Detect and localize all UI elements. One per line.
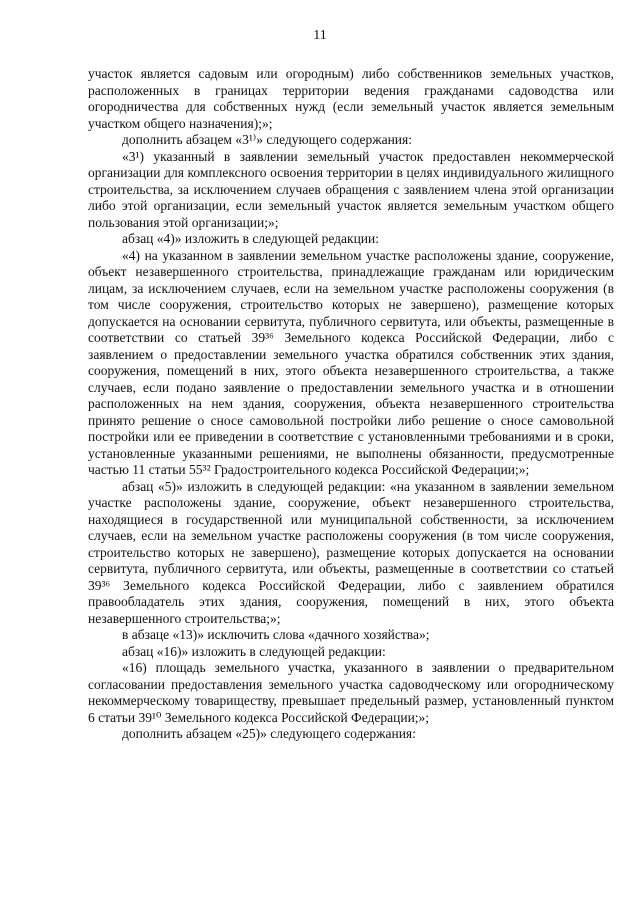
paragraph: «4) на указанном в заявлении земельном участке расположены здание, сооружение, объект незавершенного строительства, принадлежащие гражданам или юридическим лицам, за исключением случаев, если на земельном участке расположены сооружения (в том числе сооружения, строительство которых не завершено), размещение которых допускается на основании сервитута, публичного сервитута, или объекты, размещенные в соответствии со статьей 39³⁶ Земельного кодекса Российской Федерации, либо с заявлением о предоставлении земельного участка обратился собственник этих здания, сооружения, помещений в них, этого объекта незавершенного строительства, а также случаев, если подано заявление о предоставлении земельного участка и в отношении расположенных на нем здания, сооружения, объекта незавершенного строительства принято решение о сносе самовольной постройки либо решение о сносе самовольной постройки или ее приведении в соответствие с установленными требованиями и в сроки, установленные указанными решениями, не выполнены обязанности, предусмотренные частью 11 статьи 55³² Градостроительного кодекса Российской Федерации;»; xyxy=(88,247,614,477)
paragraph: в абзаце «13)» исключить слова «дачного хозяйства»; xyxy=(122,627,430,642)
paragraph: участок является садовым или огородным) либо собственников земельных участков, расположенных в границах территории ведения гражданами садоводства или огородничества для собственных нужд (если земельный участок является земельным участком общего назначения);»; xyxy=(88,66,614,131)
document-body xyxy=(88,66,614,743)
paragraph: абзац «4)» изложить в следующей редакции: xyxy=(122,231,379,246)
paragraph: дополнить абзацем «3¹⁾» следующего содержания: xyxy=(122,132,412,147)
paragraph: абзац «16)» изложить в следующей редакции: xyxy=(122,643,386,659)
paragraph: абзац «5)» изложить в следующей редакции: «на указанном в заявлении земельном участке расположены здание, сооружение, объект незавершенного строительства, находящиеся в государственной или муниципальной собственности, за исключением случаев, если на земельном участке расположены сооружения (в том числе сооружения, строительство которых не завершено), размещение которых допускается на основании сервитута, публичного сервитута, или объекты, размещенные в соответствии со статьей 39³⁶ Земельного кодекса Российской Федерации, либо с заявлением обратился правообладатель этих здания, сооружения, помещений в них, этого объекта незавершенного строительства;»; xyxy=(88,478,614,626)
paragraph: дополнить абзацем «25)» следующего содержания: xyxy=(122,726,416,741)
paragraph: «16) площадь земельного участка, указанного в заявлении о предварительном согласовании предоставления земельного участка садоводческому или огородническому некоммерческому товариществу, превышает предельный размер, установленный пунктом 6 статьи 39¹⁰ Земельного кодекса Российской Федерации;»; xyxy=(88,660,614,725)
page-number: 11 xyxy=(313,28,327,43)
paragraph: «3¹) указанный в заявлении земельный участок предоставлен некоммерческой организации для комплексного освоения территории в целях индивидуального жилищного строительства, за исключением случаев обращения с заявлением члена этой организации либо этой организации, если земельный участок является земельным участком общего пользования этой организации;»; xyxy=(88,148,614,230)
